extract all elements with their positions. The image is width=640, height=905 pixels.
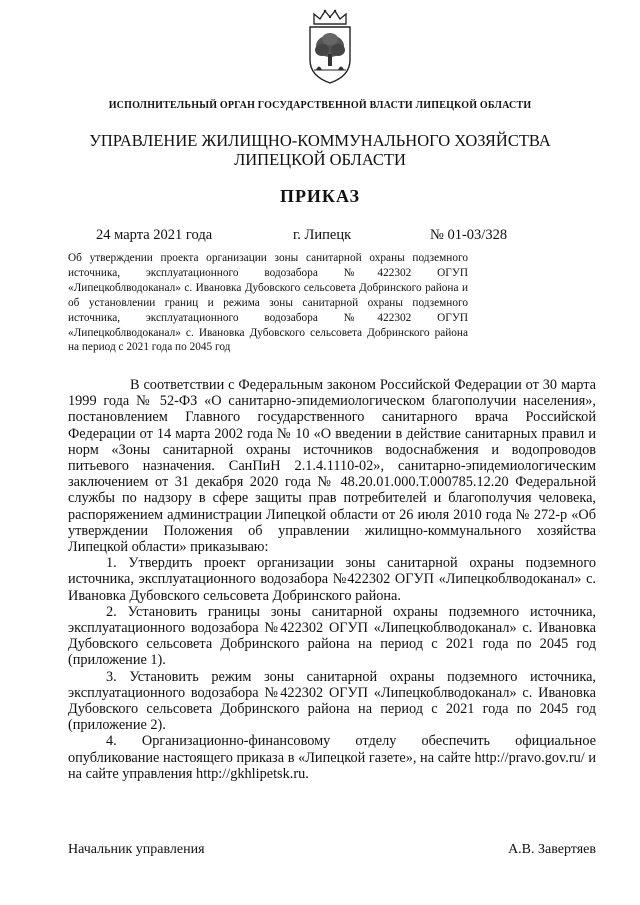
coat-of-arms-icon (300, 8, 360, 86)
order-item: 4. Организационно-финансовому отделу обеспечить официальное опубликование настоящего приказа в «Липецкой газете», на сайте http://pravo.gov.ru/ и на сайте управления http://gkhlipetsk.ru. (68, 733, 596, 782)
order-item: 2. Установить границы зоны санитарной охраны подземного источника, эксплуатационного водозабора №422302 ОГУП «Липецкоблводоканал» с. Ивановка Дубовского сельсовета Добринского района на период с 2021 года по 2045 год (приложение 1). (68, 603, 596, 669)
signatory-position: Начальник управления (68, 842, 205, 857)
order-item: 1. Утвердить проект организации зоны санитарной охраны подземного источника, эксплуатационного водозабора №422302 ОГУП «Липецкоблводоканал» с. Ивановка Дубовского сельсовета Добринского района. (68, 555, 596, 604)
authority-name: ИСПОЛНИТЕЛЬНЫЙ ОРГАН ГОСУДАРСТВЕННОЙ ВЛАСТИ ЛИПЕЦКОЙ ОБЛАСТИ (108, 100, 532, 111)
document-type: ПРИКАЗ (279, 186, 361, 206)
department-line-1: УПРАВЛЕНИЕ ЖИЛИЩНО-КОММУНАЛЬНОГО ХОЗЯЙСТВА (89, 131, 551, 150)
order-item: 3. Установить режим зоны санитарной охраны подземного источника, эксплуатационного водозабора №422302 ОГУП «Липецкоблводоканал» с. Ивановка Дубовского сельсовета Добринского района на период с 2021 года по 2045 год (приложение 2). (68, 668, 596, 734)
order-body (68, 377, 596, 782)
department-name (0, 131, 640, 169)
order-date: 24 марта 2021 года (96, 227, 213, 243)
order-city: г. Липецк (293, 227, 352, 243)
order-number: № 01-03/328 (430, 227, 508, 243)
signatory-name: А.В. Завертяев (508, 842, 596, 857)
department-line-2: ЛИПЕЦКОЙ ОБЛАСТИ (234, 150, 406, 169)
preamble-paragraph: В соответствии с Федеральным законом Российской Федерации от 30 марта 1999 года № 52-ФЗ «О санитарно-эпидемиологическом благополучии населения», постановлением Главного государственного санитарного врача Российской Федерации от 14 марта 2002 года № 10 «О введении в действие санитарных правил и норм «Зоны санитарной охраны источников водоснабжения и водопроводов питьевого назначения. СанПиН 2.1.4.1110-02», санитарно-эпидемиологическим заключением от 31 декабря 2020 года № 48.20.01.000.Т.000785.12.20 Федеральной службы по надзору в сфере защиты прав потребителей и благополучия человека, распоряжением администрации Липецкой области от 26 июля 2010 года № 272-р «Об утверждении Положения об управлении жилищно-коммунального хозяйства Липецкой области» приказываю: (68, 377, 596, 556)
order-subject: Об утверждении проекта организации зоны санитарной охраны подземного источника, эксплуатационного водозабора №422302 ОГУП «Липецкоблводоканал» с. Ивановка Дубовского сельсовета Добринского района и об установлении границ и режима зоны санитарной охраны подземного источника, эксплуатационного водозабора №422302 ОГУП «Липецкоблводоканал» с. Ивановка Дубовского сельсовета Добринского района на период с 2021 года по 2045 год (68, 252, 468, 354)
